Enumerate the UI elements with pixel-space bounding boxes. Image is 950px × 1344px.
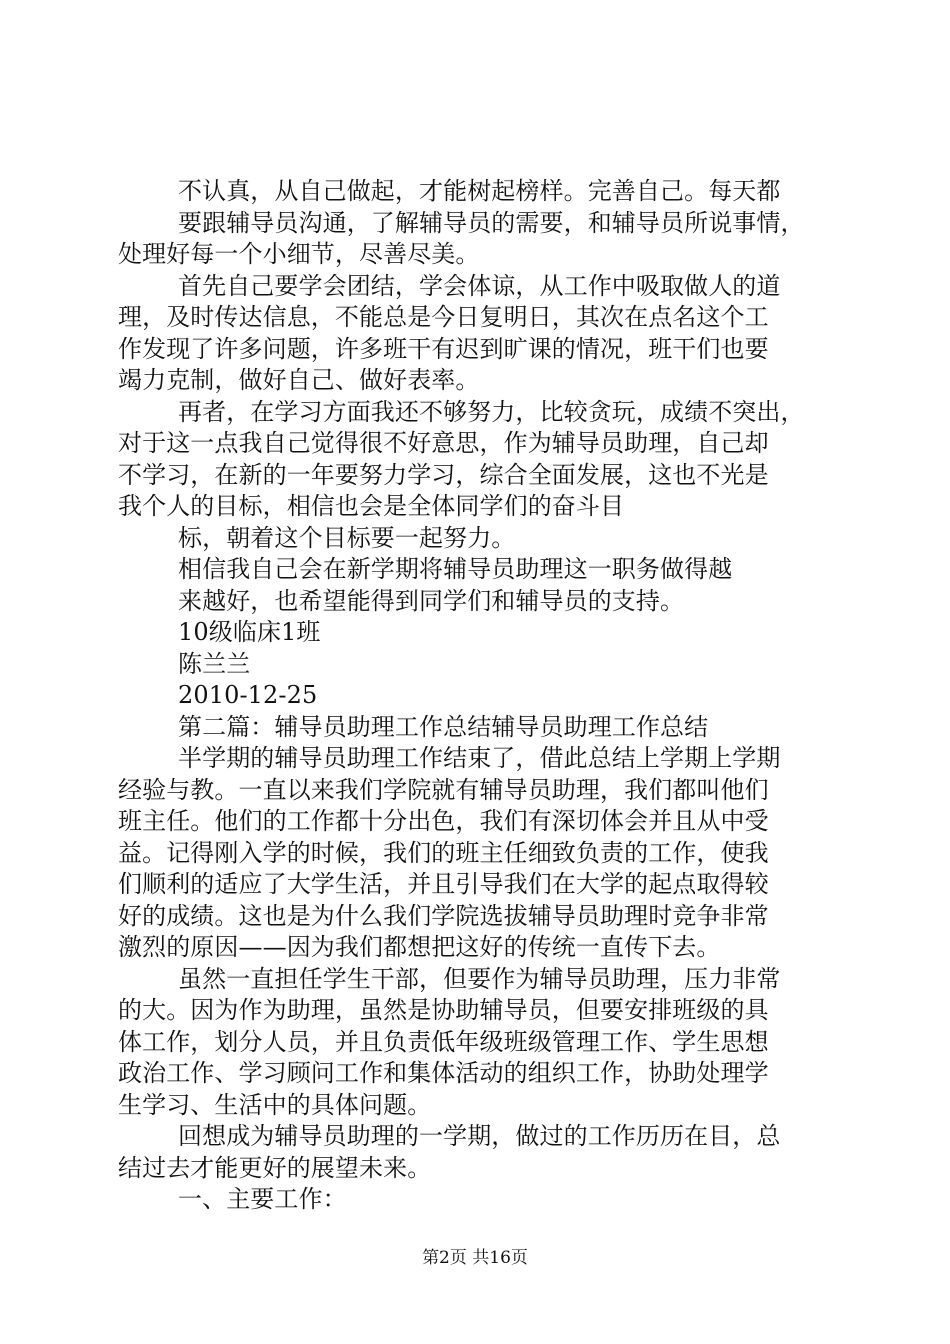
text-line: 一、主要工作： [178,1185,347,1213]
text-line: 陈兰兰 [178,649,251,678]
text-line: 回想成为辅导员助理的一学期，做过的工作历历在目，总 [178,1122,781,1150]
text-line: 不认真，从自己做起，才能树起榜样。完善自己。每天都 [178,177,781,205]
text-line: 经验与教。一直以来我们学院就有辅导员助理，我们都叫他们 [118,775,769,804]
text-line: 好的成绩。这也是为什么我们学院选拔辅导员助理时竞争非常 [118,901,769,930]
document-body [118,176,838,1216]
text-line: 标，朝着这个目标要一起努力。 [178,523,516,552]
text-line: 第二篇：辅导员助理工作总结辅导员助理工作总结 [178,712,709,741]
text-line: 不学习，在新的一年要努力学习，综合全面发展，这也不光是 [118,460,769,489]
text-line: 2010-12-25 [178,681,318,709]
text-line: 结过去才能更好的展望未来。 [118,1153,432,1182]
text-line: 来越好，也希望能得到同学们和辅导员的支持。 [178,586,685,615]
text-line: 处理好每一个小细节，尽善尽美。 [118,240,480,268]
text-line: 激烈的原因——因为我们都想把这好的传统一直传下去。 [118,933,721,961]
text-line: 理，及时传达信息，不能总是今日复明日，其次在点名这个工 [118,303,769,331]
text-line: 益。记得刚入学的时候，我们的班主任细致负责的工作，使我 [118,838,769,867]
text-line: 体工作，划分人员，并且负责低年级班级管理工作、学生思想 [118,1027,769,1056]
text-line: 相信我自己会在新学期将辅导员助理这一职务做得越 [178,555,733,583]
text-line: 的大。因为作为助理，虽然是协助辅导员，但要安排班级的具 [118,996,769,1024]
text-line: 作发现了许多问题，许多班干有迟到旷课的情况，班干们也要 [118,334,769,363]
text-line: 再者，在学习方面我还不够努力，比较贪玩，成绩不突出， [178,397,805,426]
text-line: 半学期的辅导员助理工作结束了，借此总结上学期上学期 [178,744,781,772]
text-line: 竭力克制，做好自己、做好表率。 [118,366,480,394]
text-line: 要跟辅导员沟通，了解辅导员的需要，和辅导员所说事情， [178,208,805,237]
text-line: 政治工作、学习顾问工作和集体活动的组织工作，协助处理学 [118,1059,769,1087]
text-line: 首先自己要学会团结，学会体谅，从工作中吸取做人的道 [178,271,781,300]
page-footer: 第2页 共16页 [422,1248,528,1268]
text-line: 10级临床1班 [178,618,321,646]
text-line: 虽然一直担任学生干部，但要作为辅导员助理，压力非常 [178,964,781,993]
text-line: 对于这一点我自己觉得很不好意思，作为辅导员助理，自己却 [118,429,769,457]
text-line: 们顺利的适应了大学生活，并且引导我们在大学的起点取得较 [118,870,769,898]
text-line: 生学习、生活中的具体问题。 [118,1090,432,1119]
text-line: 我个人的目标，相信也会是全体同学们的奋斗目 [118,492,625,520]
text-line: 班主任。他们的工作都十分出色，我们有深切体会并且从中受 [118,807,769,835]
